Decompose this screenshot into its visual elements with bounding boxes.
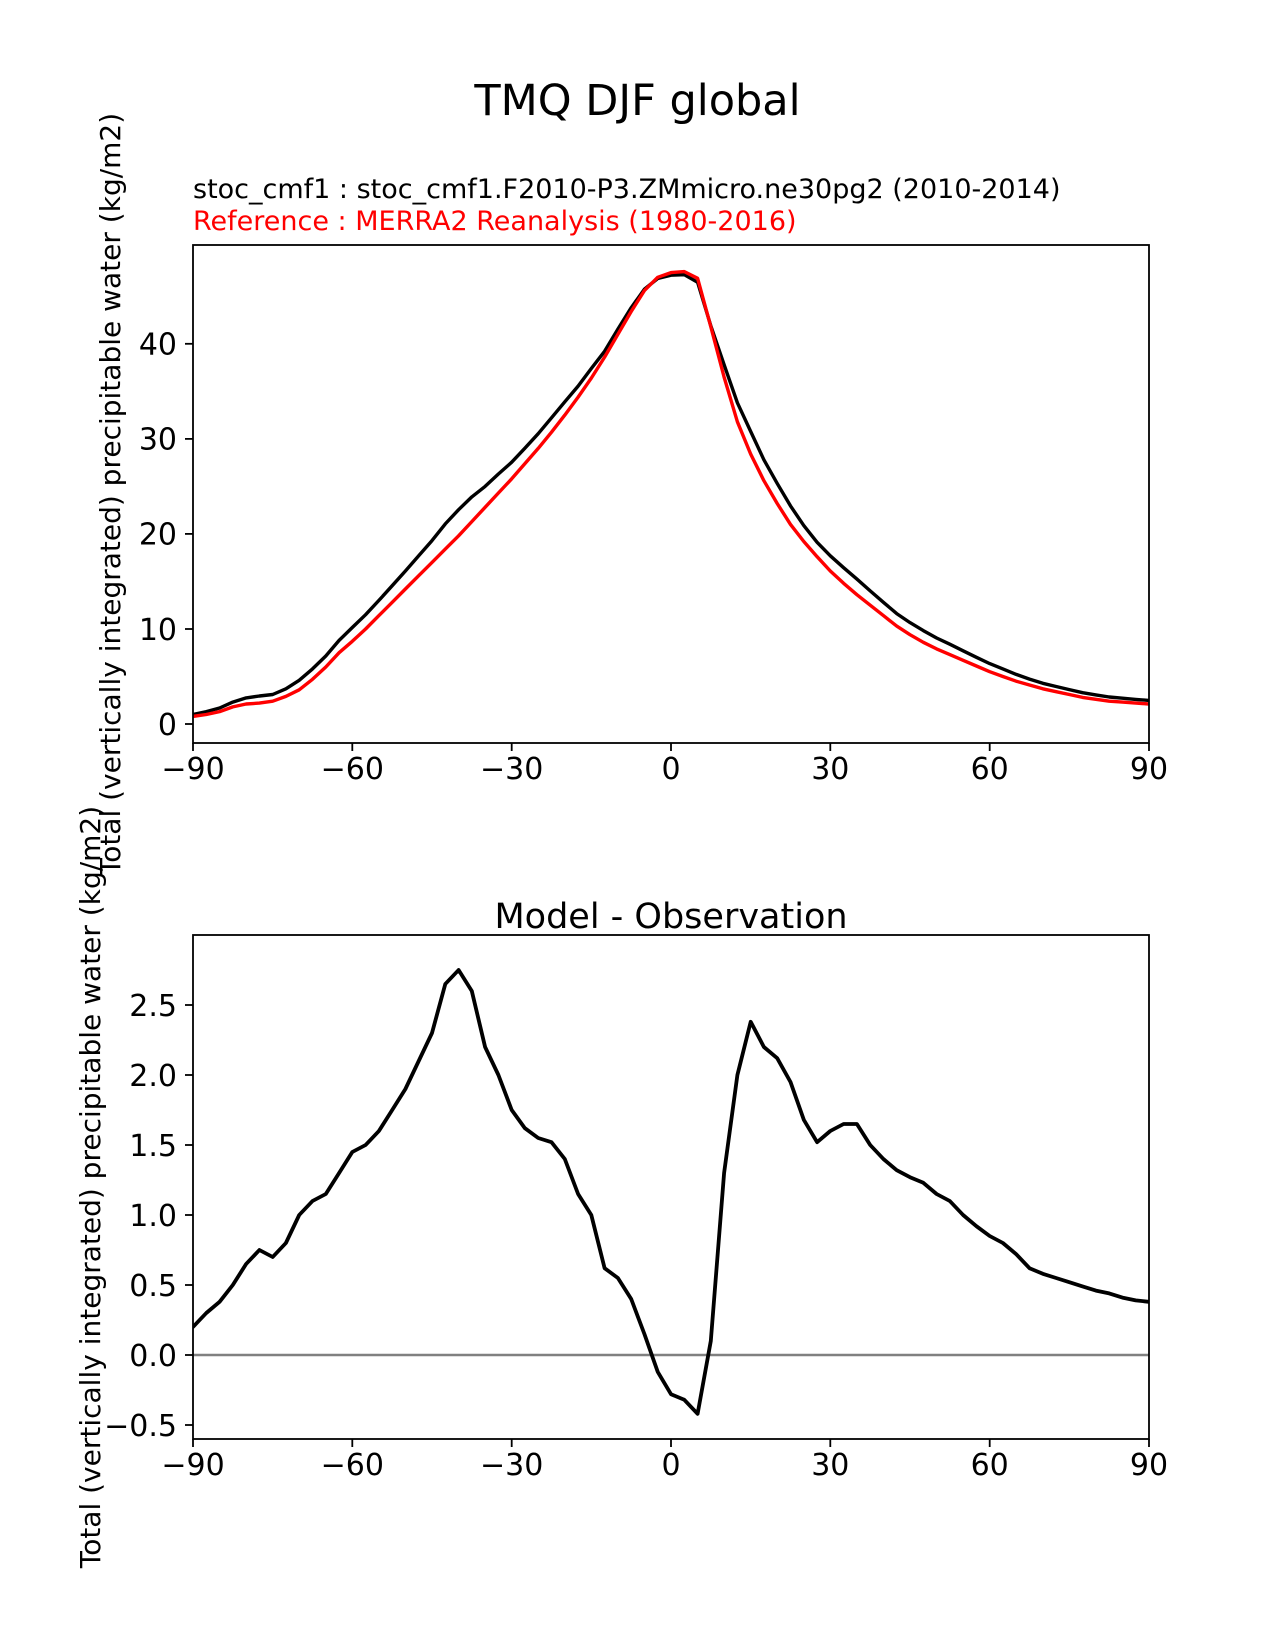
x-tick-label: 90: [1129, 1448, 1169, 1483]
model-curve: [193, 275, 1149, 715]
bottom-chart-title: Model - Observation: [494, 897, 848, 937]
y-tick-label: 0.5: [129, 1268, 177, 1304]
x-tick-label: −30: [480, 752, 544, 787]
y-tick-label: 2.0: [129, 1058, 177, 1094]
top-chart-ylabel: Total (vertically integrated) precipitable water (kg/m2): [94, 112, 127, 876]
y-tick-label: 0: [157, 707, 177, 743]
x-tick-label: 30: [811, 1448, 850, 1483]
y-tick-label: 40: [138, 327, 177, 363]
difference-curve: [193, 970, 1149, 1414]
x-tick-label: 60: [970, 1448, 1009, 1483]
y-tick-label: 1.5: [129, 1128, 177, 1164]
y-tick-label: −0.5: [104, 1408, 177, 1444]
x-tick-label: 90: [1129, 752, 1169, 787]
figure-title: TMQ DJF global: [474, 76, 801, 126]
legend-reference-label: Reference : MERRA2 Reanalysis (1980-2016): [193, 206, 797, 237]
x-tick-label: −90: [161, 1448, 225, 1483]
x-tick-label: −60: [320, 1448, 384, 1483]
curves-group: [193, 970, 1149, 1414]
x-tick-label: 30: [811, 752, 850, 787]
x-tick-label: 0: [661, 752, 681, 787]
y-tick-label: 20: [138, 517, 177, 553]
y-tick-label: 0.0: [129, 1338, 177, 1374]
y-tick-label: 30: [138, 422, 177, 458]
x-tick-label: −90: [161, 752, 225, 787]
legend-model-label: stoc_cmf1 : stoc_cmf1.F2010-P3.ZMmicro.ne30pg2 (2010-2014): [193, 174, 1061, 205]
x-tick-label: 60: [970, 752, 1009, 787]
reference-curve: [193, 272, 1149, 717]
curves-group: [193, 272, 1149, 717]
plot-frame: [193, 935, 1149, 1439]
y-tick-label: 10: [138, 612, 177, 648]
x-tick-label: −30: [480, 1448, 544, 1483]
bottom-chart-ylabel: Total (vertically integrated) precipitable water (kg/m2): [74, 805, 107, 1569]
y-tick-label: 2.5: [129, 988, 177, 1024]
x-tick-label: 0: [661, 1448, 681, 1483]
bottom-chart-axes: [104, 935, 1168, 1483]
y-tick-label: 1.0: [129, 1198, 177, 1234]
top-chart-axes: [139, 245, 1168, 787]
x-tick-label: −60: [320, 752, 384, 787]
